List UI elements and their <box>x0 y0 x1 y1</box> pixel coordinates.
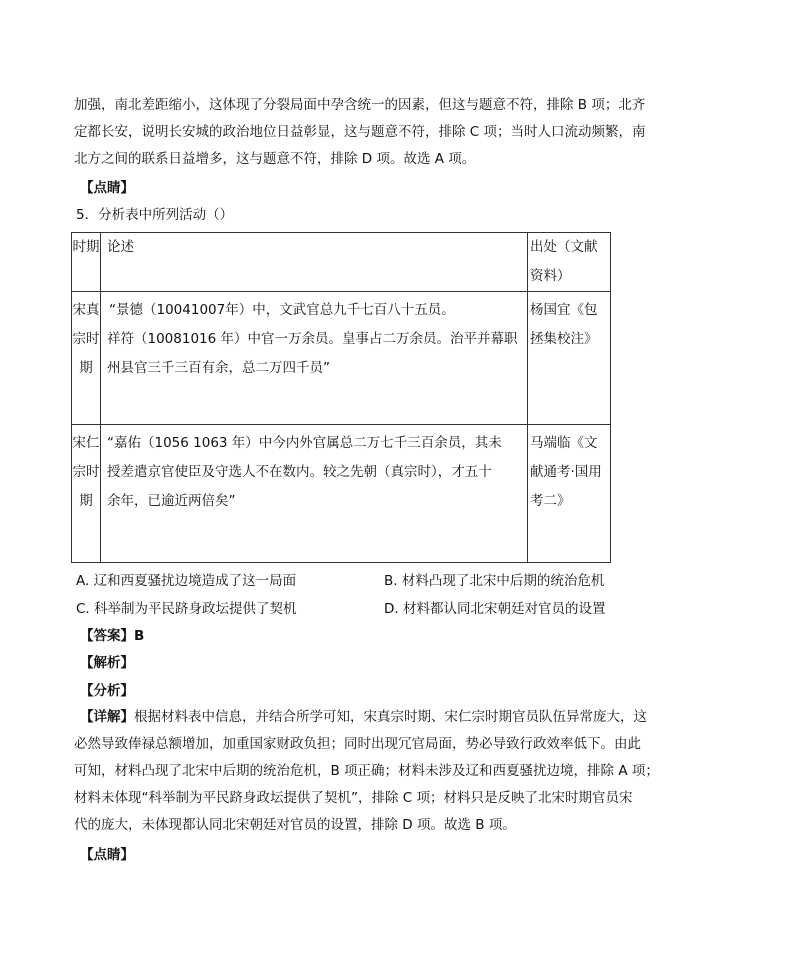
answer-line <box>80 624 144 644</box>
answer-value: B <box>134 628 145 644</box>
source-table <box>71 232 611 563</box>
option-c: C. 科举制为平民跻身政坛提供了契机 <box>76 601 297 617</box>
intro-line: 北方之间的联系日益增多，这与题意不符，排除 D 项。故选 A 项。 <box>74 151 476 167</box>
option-d: D. 材料都认同北宋朝廷对官员的设置 <box>384 601 606 617</box>
text-line: 余年，已逾近两倍矣” <box>107 493 236 509</box>
detail-paragraph <box>74 704 714 839</box>
detail-line: 必然导致俸禄总额增加，加重国家财政负担；同时出现冗官局面，势必导致行政效率低下。由此 <box>74 736 641 752</box>
text-line: “嘉佑（1056 1063 年）中今内外官属总二万七千三百余员，其未 <box>107 435 502 451</box>
text-line: 州县官三千三百有余，总二万四千员” <box>107 360 330 376</box>
option-a: A. 辽和西夏骚扰边境造成了这一局面 <box>76 573 297 589</box>
answer-label: 【答案】 <box>80 628 134 644</box>
text-line: 祥符（10081016 年）中官一万余员。皇事占二万余员。治平并幕职 <box>107 331 518 347</box>
detail-label: 【详解】 <box>80 709 134 725</box>
intro-paragraph <box>74 92 714 173</box>
period-cell: 宋仁宗时期 <box>72 425 101 563</box>
intro-line: 加强，南北差距缩小，这体现了分裂局面中孕含统一的因素，但这与题意不符，排除 B 项；北齐 <box>74 97 646 113</box>
table-row <box>72 425 611 563</box>
header-source: 出处（文献资料） <box>528 233 611 292</box>
header-period: 时期 <box>72 233 101 292</box>
text-cell <box>101 292 528 425</box>
source-cell: 马端临《文献通考·国用考二》 <box>528 425 611 563</box>
text-line: 授差遣京官使臣及守选人不在数内。较之先朝（真宗时），才五十 <box>107 464 492 480</box>
option-b: B. 材料凸现了北宋中后期的统治危机 <box>384 573 605 589</box>
detail-line: 可知，材料凸现了北宋中后期的统治危机，B 项正确；材料未涉及辽和西夏骚扰边境，排除 A 项； <box>74 763 659 779</box>
question-title: 5．分析表中所列活动（） <box>76 207 234 223</box>
dianjing-heading-1: 【点睛】 <box>80 180 134 196</box>
text-cell <box>101 425 528 563</box>
jiexi-heading: 【解析】 <box>80 655 134 671</box>
detail-line-first: 【详解】根据材料表中信息，并结合所学可知，宋真宗时期、宋仁宗时期官员队伍异常庞大，这 <box>80 709 647 725</box>
table-row <box>72 292 611 425</box>
header-text: 论述 <box>101 233 528 292</box>
intro-line: 定都长安，说明长安城的政治地位日益彰显，这与题意不符，排除 C 项；当时人口流动频繁，南 <box>74 124 646 140</box>
detail-line: 代的庞大，未体现都认同北宋朝廷对官员的设置，排除 D 项。故选 B 项。 <box>74 817 516 833</box>
source-cell: 杨国宜《包拯集校注》 <box>528 292 611 425</box>
table-header-row <box>72 233 611 292</box>
text-line: “景德（10041007年）中，文武官总九千七百八十五员。 <box>109 302 455 318</box>
fenxi-heading: 【分析】 <box>80 683 134 699</box>
period-cell: 宋真宗时期 <box>72 292 101 425</box>
dianjing-heading-2: 【点睛】 <box>80 847 134 863</box>
detail-line: 材料未体现“科举制为平民跻身政坛提供了契机”，排除 C 项；材料只是反映了北宋时期官员宋 <box>74 790 633 806</box>
